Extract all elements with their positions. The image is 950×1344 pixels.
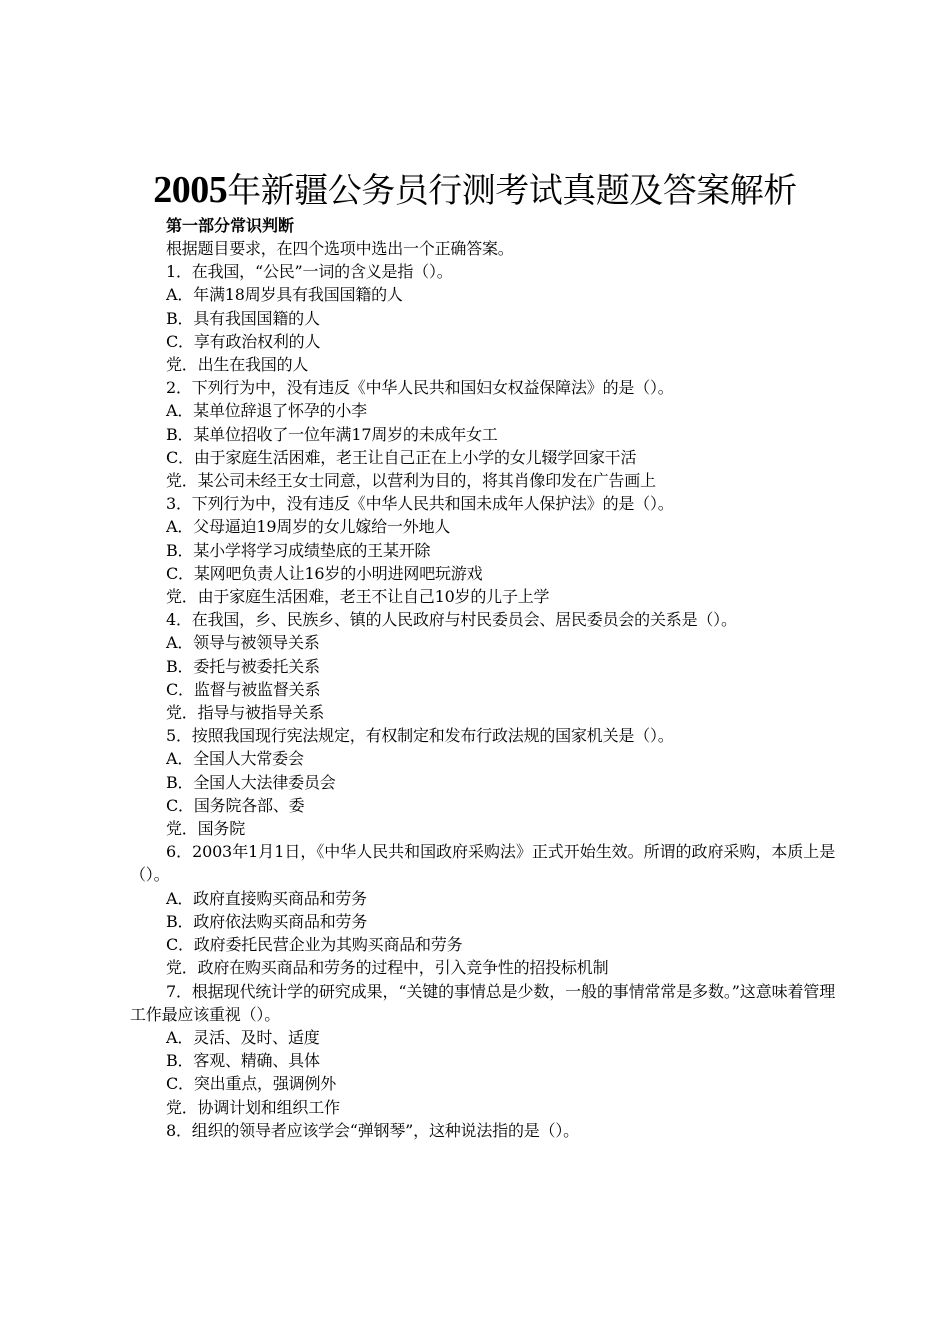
question-line: A．领导与被领导关系 <box>166 633 320 653</box>
question-line: B．具有我国国籍的人 <box>166 308 320 328</box>
question-line: A．年满18周岁具有我国国籍的人 <box>166 285 403 305</box>
question-list <box>130 260 835 1142</box>
question-line: A．全国人大常委会 <box>166 749 304 769</box>
instruction-text: 根据题目要求，在四个选项中选出一个正确答案。 <box>166 239 514 258</box>
question-line: 党．国务院 <box>166 819 246 839</box>
question-line: C．享有政治权利的人 <box>166 331 321 351</box>
title-year: 2005 <box>153 169 228 211</box>
question-line: C．由于家庭生活困难，老王让自己正在上小学的女儿辍学回家干活 <box>166 447 637 467</box>
question-line: B．某单位招收了一位年满17周岁的未成年女工 <box>166 424 498 444</box>
question-line: C．政府委托民营企业为其购买商品和劳务 <box>166 935 463 955</box>
question-line: C．国务院各部、委 <box>166 795 305 815</box>
question-line: 党．指导与被指导关系 <box>166 703 325 723</box>
question-line: B．全国人大法律委员会 <box>166 772 336 792</box>
document-body <box>130 214 835 1142</box>
question-line: A．灵活、及时、适度 <box>166 1027 320 1047</box>
question-line: A．父母逼迫19周岁的女儿嫁给一外地人 <box>166 517 451 537</box>
question-line: C．突出重点，强调例外 <box>166 1074 337 1094</box>
question-line: 党．出生在我国的人 <box>166 355 309 375</box>
question-line: 6．2003年1月1日，《中华人民共和国政府采购法》正式开始生效。所谓的政府采购，本质上是（）。 <box>130 842 835 885</box>
question-line: B．某小学将学习成绩垫底的王某开除 <box>166 540 431 560</box>
question-line: A．政府直接购买商品和劳务 <box>166 888 367 908</box>
question-line: 7．根据现代统计学的研究成果，“关键的事情总是少数，一般的事情常常是多数。”这意味着管理工作最应该重视（）。 <box>130 981 835 1024</box>
question-line: 8．组织的领导者应该学会“弹钢琴”，这种说法指的是（）。 <box>166 1120 579 1140</box>
question-line: 1．在我国，“公民”一词的含义是指（）。 <box>166 262 453 282</box>
question-line: B．委托与被委托关系 <box>166 656 320 676</box>
question-line: 5．按照我国现行宪法规定，有权制定和发布行政法规的国家机关是（）。 <box>166 726 674 746</box>
question-line: A．某单位辞退了怀孕的小李 <box>166 401 367 421</box>
title-text: 年新疆公务员行测考试真题及答案解析 <box>227 171 797 211</box>
document-title <box>0 168 950 213</box>
question-line: 2．下列行为中，没有违反《中华人民共和国妇女权益保障法》的是（）。 <box>166 378 674 398</box>
question-line: 党．政府在购买商品和劳务的过程中，引入竞争性的招投标机制 <box>166 958 609 978</box>
question-line: C．监督与被监督关系 <box>166 679 321 699</box>
question-line: 党．由于家庭生活困难，老王不让自己10岁的儿子上学 <box>166 587 550 607</box>
question-line: B．政府依法购买商品和劳务 <box>166 911 368 931</box>
question-line: C．某网吧负责人让16岁的小明进网吧玩游戏 <box>166 563 483 583</box>
question-line: 党．协调计划和组织工作 <box>166 1097 340 1117</box>
question-line: 3．下列行为中，没有违反《中华人民共和国未成年人保护法》的是（）。 <box>166 494 674 514</box>
question-line: 党．某公司未经王女士同意，以营利为目的，将其肖像印发在广告画上 <box>166 471 656 491</box>
section-heading: 第一部分常识判断 <box>166 216 295 235</box>
question-line: 4．在我国，乡、民族乡、镇的人民政府与村民委员会、居民委员会的关系是（）。 <box>166 610 737 630</box>
question-line: B．客观、精确、具体 <box>166 1051 320 1071</box>
